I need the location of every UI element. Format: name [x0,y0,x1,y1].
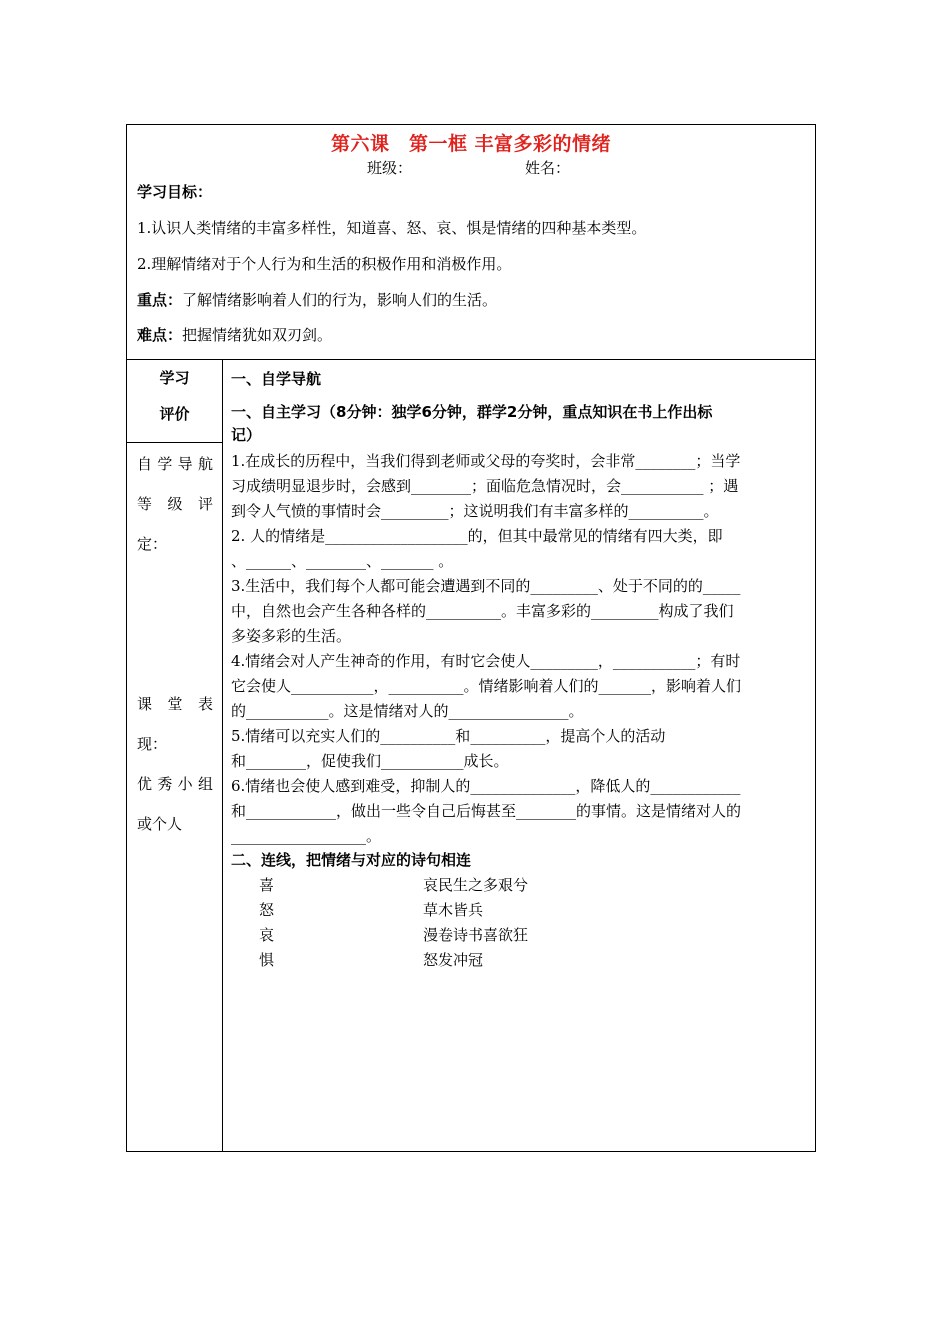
emotion-item: 喜 [259,876,275,894]
exercise-line: 习成绩明显退步时，会感到________；面临危急情况时，会___________ ；遇 [231,477,739,495]
self-eval-line: 自学导航 [137,455,213,473]
header-section [127,125,815,360]
class-perf-line: 现： [137,735,168,753]
class-perf-line: 优秀小组 [137,775,213,793]
exercise-line: 的___________。这是情绪对人的________________。 [231,702,584,720]
exercise-line: 中，自然也会产生各种各样的__________。丰富多彩的_________构成了我们 [231,602,734,620]
goals-heading: 学习目标： [137,183,213,201]
exercise-line: 、______、________、_______ 。 [231,552,454,570]
exercise-line: 3.生活中，我们每个人都可能会遭遇到不同的_________、处于不同的的_____ [231,577,741,595]
evaluation-column [127,359,223,1151]
exercise-line: 和____________，做出一些令自己后悔甚至________的事情。这是情绪对人的 [231,802,742,820]
emotion-item: 怒 [259,901,275,919]
poem-item: 漫卷诗书喜欲狂 [423,926,529,944]
poem-item: 哀民生之多艰兮 [423,876,529,894]
exercise-line: 1.在成长的历程中，当我们得到老师或父母的夸奖时，会非常________；当学 [231,452,741,470]
emotion-item: 哀 [259,926,275,944]
exercise-line: 2. 人的情绪是___________________的，但其中最常见的情绪有四大类，即 [231,527,723,545]
exercise-line: 到令人气愤的事情时会_________；这说明我们有丰富多样的__________。 [231,502,719,520]
page-title: 第六课 第一框 丰富多彩的情绪 [330,133,612,155]
worksheet-table [126,124,816,1152]
sub-section-title-cont: 记） [231,426,262,444]
difficult-label: 难点： [137,326,183,344]
self-eval-line: 定： [137,535,168,553]
poem-item: 草木皆兵 [423,901,484,919]
section-matching: 二、连线，把情绪与对应的诗句相连 [231,851,472,869]
exercise-line: 多姿多彩的生活。 [231,627,352,645]
poem-item: 怒发冲冠 [423,951,484,969]
exercise-line: 它会使人___________，__________。情绪影响着人们的_______，影响着人们 [231,677,742,695]
difficult-text: 把握情绪犹如双刃剑。 [182,326,333,344]
class-label: 班级： [367,159,413,177]
exercise-line: 5.情绪可以充实人们的__________和__________，提高个人的活动 [231,727,666,745]
evaluation-header [127,359,222,443]
goal-item: 2.理解情绪对于个人行为和生活的积极作用和消极作用。 [137,255,512,273]
key-text: 了解情绪影响着人们的行为，影响人们的生活。 [182,291,498,309]
eval-head-1: 学习 [159,369,190,387]
exercise-line: 和________，促使我们___________成长。 [231,752,509,770]
key-label: 重点： [137,291,183,309]
difficult-point [137,324,332,345]
class-perf-line: 或个人 [137,815,183,833]
self-eval-line: 等 级 评 [137,495,213,513]
exercise-line: 4.情绪会对人产生神奇的作用，有时它会使人_________，___________；有时 [231,652,741,670]
eval-head-2: 评价 [159,405,190,423]
name-label: 姓名： [525,159,571,177]
key-point [137,289,497,310]
section-self-study: 一、自学导航 [231,370,322,388]
exercise-line: 6.情绪也会使人感到难受，抑制人的______________，降低人的____________ [231,777,741,795]
goal-item: 1.认识人类情绪的丰富多样性，知道喜、怒、哀、惧是情绪的四种基本类型。 [137,219,647,237]
emotion-item: 惧 [259,951,275,969]
sub-section-title: 一、自主学习（8分钟：独学6分钟，群学2分钟，重点知识在书上作出标 [231,403,713,421]
exercise-line: __________________。 [231,827,382,845]
class-perf-line: 课 堂 表 [137,695,213,713]
